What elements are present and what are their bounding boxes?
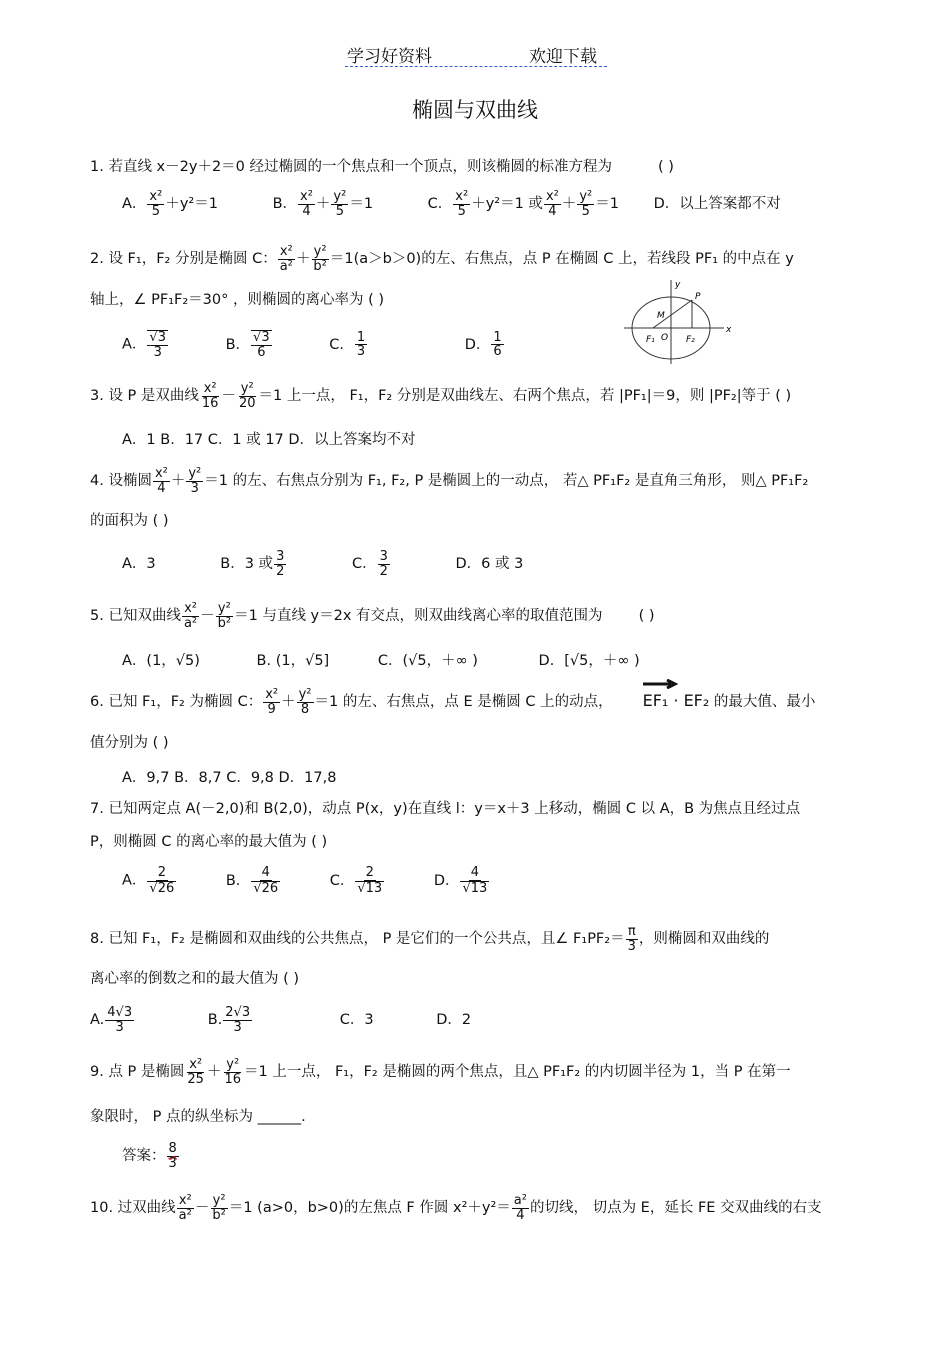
vector-product: EF₁ · EF₂ <box>643 693 710 710</box>
q9-stem: 9. 点 P 是椭圆 $\frac{\text{x²}}{25}$ ＋ $\frac{\text{y²}}{16}$ ＝1 上一点， F₁，F₂ 是椭圆的两个焦点，且△ PF₁F₂ 的内切圆半径为 1，当 P 在第一 <box>90 1057 791 1087</box>
q7-options: A． $\frac{2}{√26}$ B． $\frac{4}{√26}$ C． $\frac{2}{√13}$ D． $\frac{4}{√13}$ <box>122 865 488 896</box>
q2-options: A． $\frac{√3}{3}$ B． $\frac{√3}{6}$ C． $\frac{1}{3}$ D． $\frac{1}{6}$ <box>122 329 502 360</box>
q3-stem: 3. 设 P 是双曲线 $\frac{\text{x²}}{16}$ － $\frac{\text{y²}}{20}$ ＝1 上一点， F₁，F₂ 分别是双曲线左、右两个焦点，若 |PF₁|＝9，则 |PF₂|等于 ( ) <box>90 381 792 411</box>
q6-stem: 6. 已知 F₁，F₂ 为椭圆 C： $\frac{\text{x²}}{9}$ ＋ $\frac{\text{y²}}{8}$ ＝1 的左、右焦点，点 E 是椭圆 C 上的动点， EF₁ · EF₂ 的最大值、最小 <box>90 688 815 716</box>
q5-options: A．(1，√5) B. (1，√5] C．(√5，＋∞ ) D．[√5，＋∞ ) <box>122 653 640 669</box>
page-header <box>345 40 607 67</box>
q2-stem: 2. 设 F₁，F₂ 分别是椭圆 C： $\frac{\text{x²}}{\text{a²}}$ ＋ $\frac{\text{y²}}{\text{b²}}$ ＝1(a＞b＞0)的左、右焦点，点 P 在椭圆 C 上，若线段 PF₁ 的中点在 y <box>90 244 794 274</box>
fig-label-o: O <box>661 333 669 343</box>
q7-line1: 7. 已知两定点 A(－2,0)和 B(2,0)，动点 P(x，y)在直线 l：y＝x＋3 上移动，椭圆 C 以 A，B 为焦点且经过点 <box>90 801 801 817</box>
q1-stem: 1. 若直线 x－2y＋2＝0 经过椭圆的一个焦点和一个顶点，则该椭圆的标准方程为 ( ) <box>90 159 674 175</box>
fig-label-x: x <box>726 325 732 335</box>
q7-line2: P，则椭圆 C 的离心率的最大值为 ( ) <box>90 834 328 850</box>
header-left: 学习好资料 <box>347 47 432 67</box>
fig-label-f1: F₁ <box>646 335 655 345</box>
q9-line2: 象限时， P 点的纵坐标为 ______. <box>90 1109 306 1125</box>
q8-options: A. $\frac{4√3}{3}$ B. $\frac{2√3}{3}$ C．3 D．2 <box>90 1005 472 1035</box>
q1-options: A． $\frac{\text{x²}}{5}$ ＋y²＝1 B． $\frac{\text{x²}}{4}$ ＋ $\frac{\text{y²}}{5}$ ＝1 C． $\frac{\text{x²}}{5}$ ＋y²＝1 或 $\frac{\text{x²}}{4}$ ＋ $\frac{\text{y²}}{5}$ ＝1 D．以上答案都不对 <box>122 189 781 219</box>
q5-stem: 5. 已知双曲线 $\frac{\text{x²}}{\text{a²}}$ － $\frac{\text{y²}}{\text{b²}}$ ＝1 与直线 y＝2x 有交点，则双曲线离心率的取值范围为 ( ) <box>90 601 655 631</box>
q3-options: A．1 B．17 C．1 或 17 D．以上答案均不对 <box>122 432 416 448</box>
q9-answer: 答案： $\frac{8}{3}$ <box>122 1141 177 1171</box>
fig-label-y: y <box>675 280 681 290</box>
q2-line2: 轴上，∠ PF₁F₂＝30° ，则椭圆的离心率为 ( ) <box>90 292 384 308</box>
q6-options: A．9,7 B．8,7 C．9,8 D．17,8 <box>122 770 337 786</box>
fig-label-f2: F₂ <box>686 335 695 345</box>
fig-label-p: P <box>695 292 701 302</box>
q10-stem: 10. 过双曲线 $\frac{\text{x²}}{\text{a²}}$ － $\frac{\text{y²}}{\text{b²}}$ ＝1 (a>0，b>0)的左焦点 F 作圆 x²＋y²＝ $\frac{\text{a²}}{4}$ 的切线， 切点为 E，延长 FE 交双曲线的右支 <box>90 1193 822 1223</box>
fig-label-m: M <box>657 311 665 321</box>
q4-line2: 的面积为 ( ) <box>90 513 169 529</box>
ellipse-figure <box>624 276 734 366</box>
q6-line2: 值分别为 ( ) <box>90 735 169 751</box>
q4-options: A．3 B．3 或 $\frac{3}{2}$ C． $\frac{3}{2}$ D．6 或 3 <box>122 549 524 579</box>
q4-stem: 4. 设椭圆 $\frac{\text{x²}}{4}$ ＋ $\frac{\text{y²}}{3}$ ＝1 的左、右焦点分别为 F₁, F₂, P 是椭圆上的一动点， 若△ PF₁F₂ 是直角三角形， 则△ PF₁F₂ <box>90 466 809 496</box>
page-title: 椭圆与双曲线 <box>412 98 538 122</box>
header-right: 欢迎下载 <box>529 47 597 67</box>
vector-arrow-icon <box>643 679 679 689</box>
q8-stem: 8. 已知 F₁，F₂ 是椭圆和双曲线的公共焦点， P 是它们的一个公共点，且∠ F₁PF₂＝ $\frac{\pi}{3}$ ，则椭圆和双曲线的 <box>90 924 770 954</box>
q8-line2: 离心率的倒数之和的最大值为 ( ) <box>90 971 300 987</box>
